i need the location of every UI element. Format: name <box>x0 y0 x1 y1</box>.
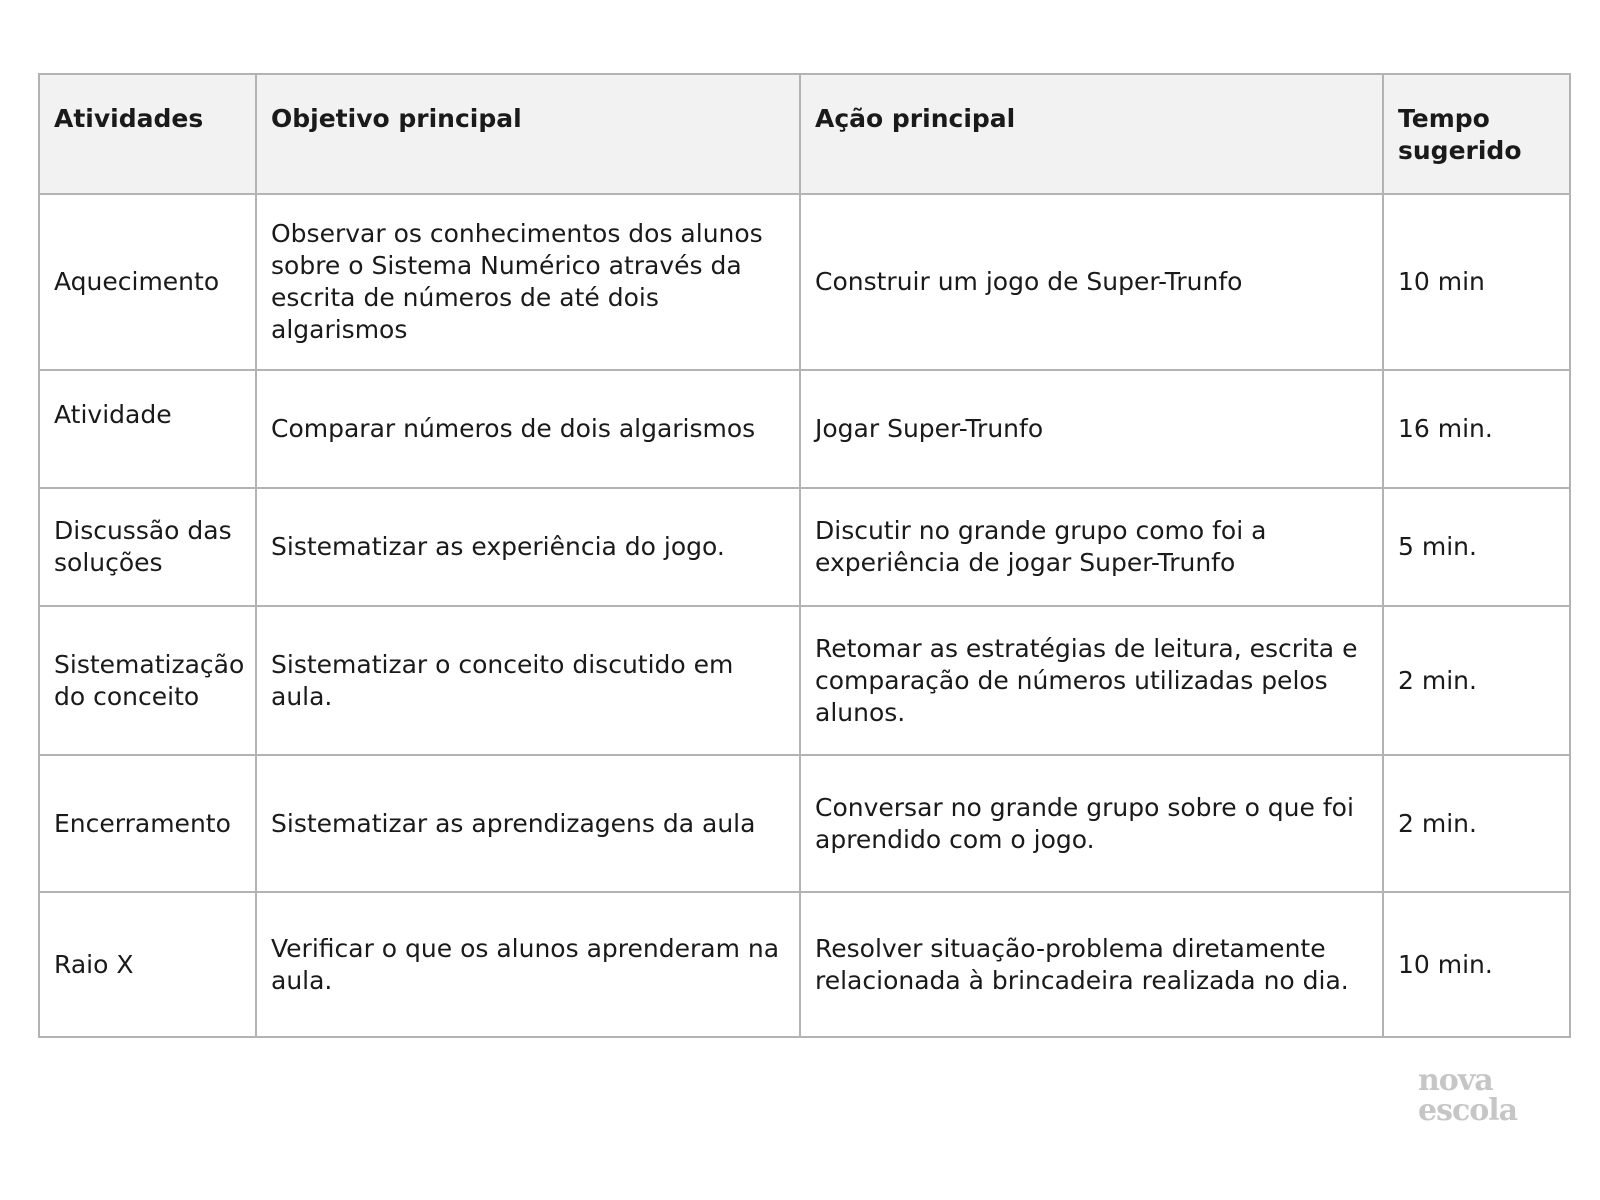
table-row <box>39 370 1570 488</box>
header-atividades: Atividades <box>39 74 256 194</box>
cell-acao: Discutir no grande grupo como foi a experiência de jogar Super-Trunfo <box>800 488 1383 606</box>
cell-acao: Jogar Super-Trunfo <box>800 370 1383 488</box>
cell-tempo: 2 min. <box>1383 755 1570 892</box>
cell-atividade: Raio X <box>39 892 256 1037</box>
table-row <box>39 194 1570 370</box>
cell-tempo: 10 min. <box>1383 892 1570 1037</box>
header-objetivo: Objetivo principal <box>256 74 800 194</box>
cell-objetivo: Comparar números de dois algarismos <box>256 370 800 488</box>
cell-tempo: 5 min. <box>1383 488 1570 606</box>
table-header <box>39 74 1570 194</box>
cell-objetivo: Sistematizar as experiência do jogo. <box>256 488 800 606</box>
logo-line-escola: escola <box>1418 1093 1518 1128</box>
cell-atividade: Atividade <box>39 370 256 488</box>
lesson-plan-table <box>38 73 1571 1038</box>
cell-acao: Resolver situação-problema diretamente relacionada à brincadeira realizada no dia. <box>800 892 1383 1037</box>
logo-line-nova: nova <box>1418 1063 1493 1098</box>
cell-acao: Construir um jogo de Super-Trunfo <box>800 194 1383 370</box>
cell-tempo: 16 min. <box>1383 370 1570 488</box>
cell-tempo: 10 min <box>1383 194 1570 370</box>
header-tempo: Tempo sugerido <box>1383 74 1570 194</box>
cell-objetivo: Observar os conhecimentos dos alunos sobre o Sistema Numérico através da escrita de números de até dois algarismos <box>256 194 800 370</box>
cell-objetivo: Sistematizar o conceito discutido em aula. <box>256 606 800 755</box>
table-body <box>39 194 1570 1037</box>
table-row <box>39 892 1570 1037</box>
table-row <box>39 606 1570 755</box>
cell-atividade: Encerramento <box>39 755 256 892</box>
table-row <box>39 755 1570 892</box>
cell-objetivo: Verificar o que os alunos aprenderam na aula. <box>256 892 800 1037</box>
cell-tempo: 2 min. <box>1383 606 1570 755</box>
nova-escola-logo <box>1418 1063 1518 1128</box>
cell-objetivo: Sistematizar as aprendizagens da aula <box>256 755 800 892</box>
cell-acao: Retomar as estratégias de leitura, escrita e comparação de números utilizadas pelos alunos. <box>800 606 1383 755</box>
header-acao: Ação principal <box>800 74 1383 194</box>
cell-atividade: Sistematização do conceito <box>39 606 256 755</box>
cell-atividade: Discussão das soluções <box>39 488 256 606</box>
header-row <box>39 74 1570 194</box>
table-row <box>39 488 1570 606</box>
cell-acao: Conversar no grande grupo sobre o que foi aprendido com o jogo. <box>800 755 1383 892</box>
cell-atividade: Aquecimento <box>39 194 256 370</box>
